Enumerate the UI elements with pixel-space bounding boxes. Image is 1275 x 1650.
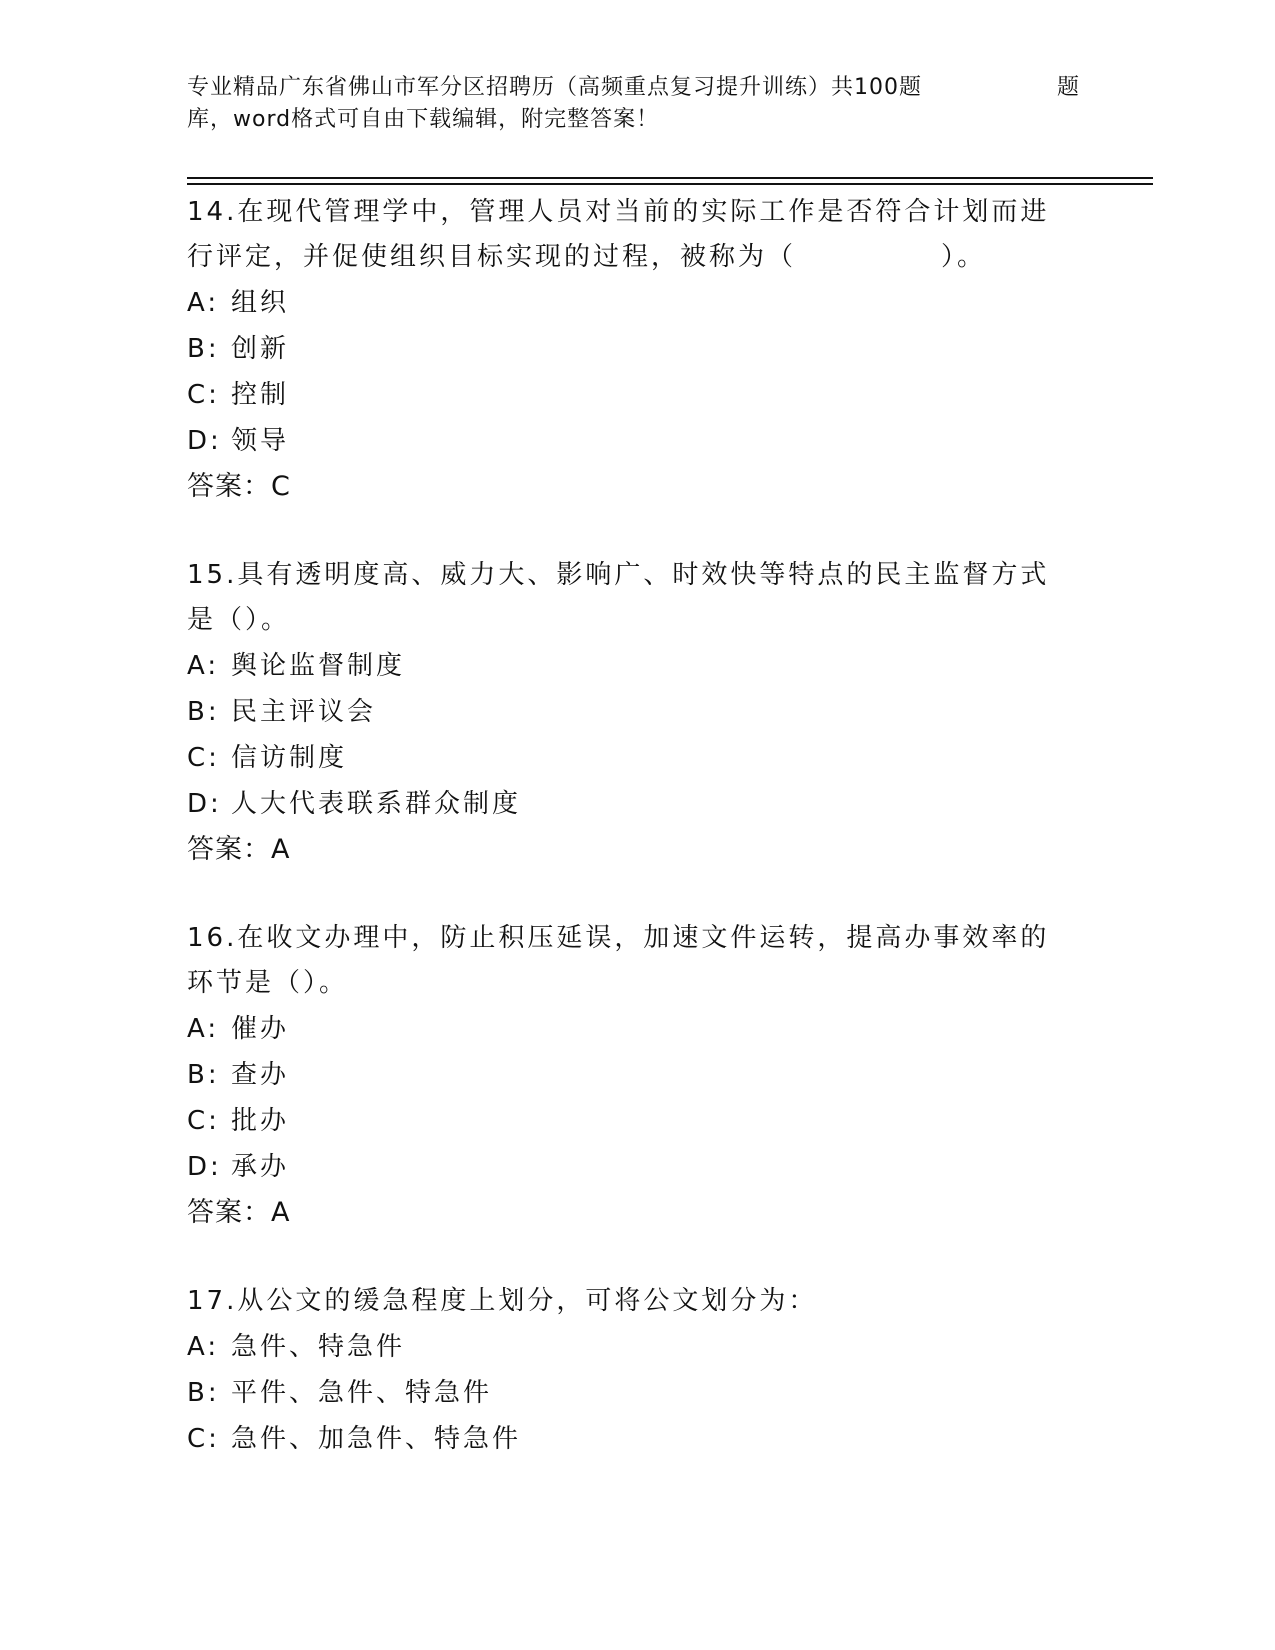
option-a	[187, 280, 1087, 326]
header-line-2: 库，word格式可自由下载编辑，附完整答案！	[187, 107, 660, 132]
option-text: 急件、特急件	[231, 1332, 406, 1362]
answer-line: 答案：A	[187, 834, 291, 865]
option-letter: D:	[187, 789, 222, 819]
option-c	[187, 735, 1087, 781]
header-title-trail: 题	[1057, 75, 1081, 100]
option-b	[187, 1052, 1087, 1098]
option-d	[187, 1144, 1087, 1190]
answer-line: 答案：A	[187, 1197, 291, 1228]
question-14	[187, 190, 1087, 510]
option-c	[187, 372, 1087, 418]
answer-line: 答案：C	[187, 471, 291, 502]
option-b	[187, 1370, 1087, 1416]
option-text: 控制	[231, 380, 290, 410]
question-stem: 16.在收文办理中，防止积压延误，加速文件运转，提高办事效率的环节是（）。	[187, 923, 1050, 998]
header-line-1	[187, 72, 1087, 104]
option-c	[187, 1098, 1087, 1144]
option-b	[187, 326, 1087, 372]
option-d	[187, 418, 1087, 464]
option-text: 查办	[231, 1060, 290, 1090]
option-text: 人大代表联系群众制度	[231, 789, 522, 819]
option-letter: D:	[187, 426, 222, 456]
option-letter: B:	[187, 697, 220, 727]
option-letter: B:	[187, 1378, 220, 1408]
option-text: 创新	[231, 334, 290, 364]
option-b	[187, 689, 1087, 735]
option-letter: A:	[187, 1332, 220, 1362]
question-list	[187, 190, 1087, 1505]
option-a	[187, 1006, 1087, 1052]
option-text: 批办	[231, 1106, 290, 1136]
option-text: 急件、加急件、特急件	[231, 1424, 522, 1454]
option-text: 催办	[231, 1014, 290, 1044]
option-letter: A:	[187, 1014, 220, 1044]
document-header	[187, 72, 1087, 136]
option-letter: A:	[187, 651, 220, 681]
header-title-text: 专业精品广东省佛山市军分区招聘历（高频重点复习提升训练）共100题	[187, 75, 922, 100]
question-stem: 14.在现代管理学中，管理人员对当前的实际工作是否符合计划而进行评定，并促使组织目标实现的过程，被称为（ ）。	[187, 197, 1050, 272]
option-text: 承办	[231, 1152, 290, 1182]
option-letter: B:	[187, 334, 220, 364]
header-divider-bottom	[187, 183, 1153, 185]
option-letter: A:	[187, 288, 220, 318]
option-text: 民主评议会	[231, 697, 377, 727]
question-17	[187, 1279, 1087, 1462]
option-letter: C:	[187, 743, 220, 773]
question-stem: 17.从公文的缓急程度上划分，可将公文划分为：	[187, 1286, 818, 1316]
option-text: 信访制度	[231, 743, 348, 773]
option-a	[187, 643, 1087, 689]
question-15	[187, 553, 1087, 873]
option-letter: C:	[187, 380, 220, 410]
question-stem: 15.具有透明度高、威力大、影响广、时效快等特点的民主监督方式是（）。	[187, 560, 1050, 635]
option-letter: C:	[187, 1424, 220, 1454]
option-letter: B:	[187, 1060, 220, 1090]
header-divider-top	[187, 177, 1153, 179]
option-letter: C:	[187, 1106, 220, 1136]
option-c	[187, 1416, 1087, 1462]
option-text: 组织	[231, 288, 290, 318]
option-text: 舆论监督制度	[231, 651, 406, 681]
question-16	[187, 916, 1087, 1236]
option-a	[187, 1324, 1087, 1370]
option-text: 平件、急件、特急件	[231, 1378, 493, 1408]
option-letter: D:	[187, 1152, 222, 1182]
option-text: 领导	[231, 426, 290, 456]
option-d	[187, 781, 1087, 827]
